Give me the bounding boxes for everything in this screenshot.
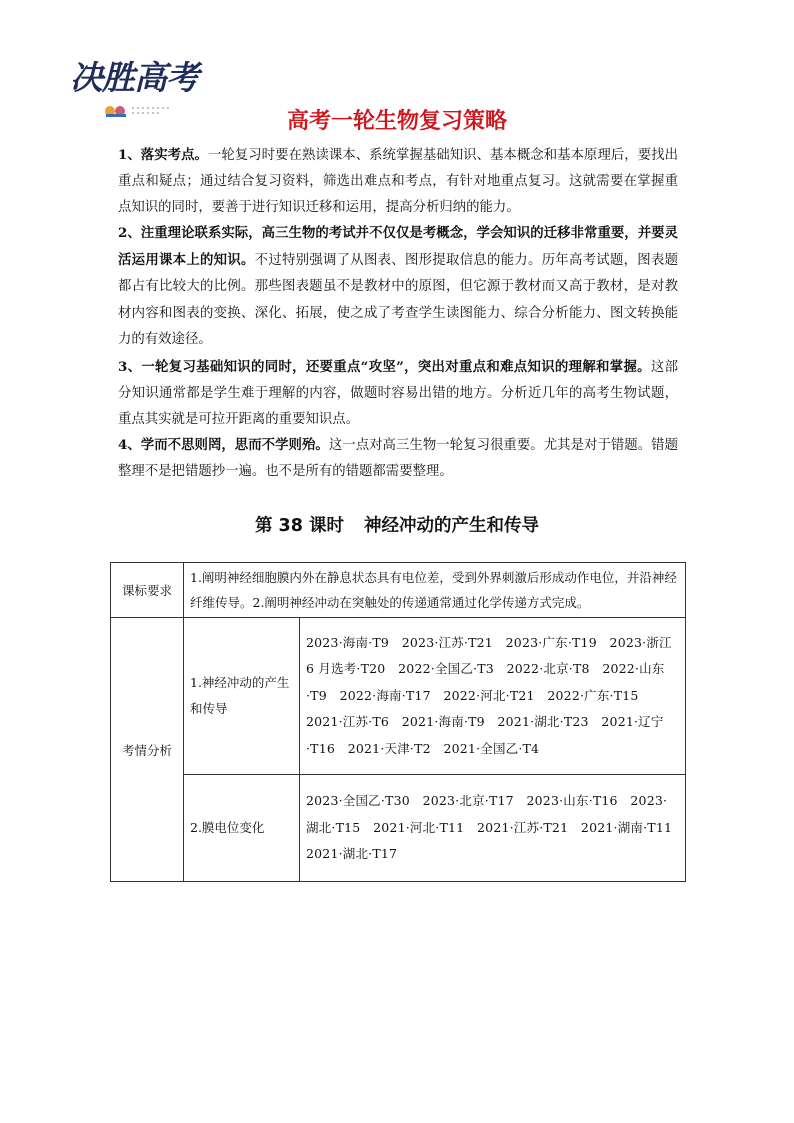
- strategy-paragraph-4: [118, 432, 678, 485]
- lesson-name: 神经冲动的产生和传导: [364, 516, 540, 536]
- document-title: 高考一轮生物复习策略: [286, 109, 507, 134]
- topic-name: 1.神经冲动的产生和传导: [184, 618, 300, 775]
- table-row: [111, 563, 686, 618]
- paragraph-lead: 4、学而不思则罔，思而不学则殆。: [118, 437, 329, 453]
- topic-name: 2.膜电位变化: [184, 775, 300, 882]
- topic-references: 2023·全国乙·T30 2023·北京·T17 2023·山东·T16 2023·湖北·T15 2021·河北·T11 2021·江苏·T21 2021·湖南·T11 2021·湖北·T17: [300, 775, 686, 882]
- strategy-paragraph-3: [118, 354, 678, 434]
- paragraph-text: 这一点对高三生物一轮复习很重要。尤其是对于错题。错题整理不是把错题抄一遍。也不是所有的错题都需要整理。: [118, 438, 678, 480]
- curriculum-table: [110, 562, 686, 882]
- topic-references: 2023·海南·T9 2023·江苏·T21 2023·广东·T19 2023·浙江 6 月选考·T20 2022·全国乙·T3 2022·北京·T8 2022·山东·T9 2022·海南·T17 2022·河北·T21 2022·广东·T15 2021·江苏·T6 2021·海南·T9 2021·湖北·T23 2021·辽宁·T16 2021·天津·T2 2021·全国乙·T4: [300, 618, 686, 775]
- analysis-label: 考情分析: [111, 618, 184, 882]
- table-row: [111, 775, 686, 882]
- requirement-label: 课标要求: [111, 563, 184, 618]
- logo-text: 决胜高考: [70, 58, 198, 97]
- requirement-text: 1.阐明神经细胞膜内外在静息状态具有电位差，受到外界刺激后形成动作电位，并沿神经纤维传导。2.阐明神经冲动在突触处的传递通常通过化学传递方式完成。: [184, 563, 686, 618]
- strategy-paragraph-1: [118, 142, 678, 222]
- table-row: [111, 618, 686, 775]
- paragraph-text: 一轮复习时要在熟读课本、系统掌握基础知识、基本概念和基本原理后，要找出重点和疑点；通过结合复习资料，筛选出难点和考点，有针对地重点复习。这就需要在掌握重点知识的同时，要善于进行知识迁移和运用，提高分析归纳的能力。: [118, 148, 678, 216]
- paragraph-lead: 3、一轮复习基础知识的同时，还要重点“攻坚”，突出对重点和难点知识的理解和掌握。: [118, 359, 651, 375]
- paragraph-text: 不过特别强调了从图表、图形提取信息的能力。历年高考试题，图表题都占有比较大的比例。那些图表题虽不是教材中的原图，但它源于教材而又高于教材，是对教材内容和图表的变换、深化、拓展，使之成了考查学生读图能力、综合分析能力、图文转换能力的有效途径。: [118, 253, 679, 347]
- paragraph-lead: 2、注重理论联系实际，高三生物的考试并不仅仅是考概念，学会知识的迁移非常重要，并要灵活运用课本上的知识。: [118, 225, 678, 269]
- paragraph-text: 这部分知识通常都是学生难于理解的内容，做题时容易出错的地方。分析近几年的高考生物试题，重点其实就是可拉开距离的重要知识点。: [118, 360, 678, 428]
- lesson-number: 第 38 课时: [254, 516, 345, 536]
- paragraph-lead: 1、落实考点。: [118, 147, 208, 163]
- strategy-paragraph-2: [118, 220, 678, 353]
- lesson-title: [0, 512, 794, 537]
